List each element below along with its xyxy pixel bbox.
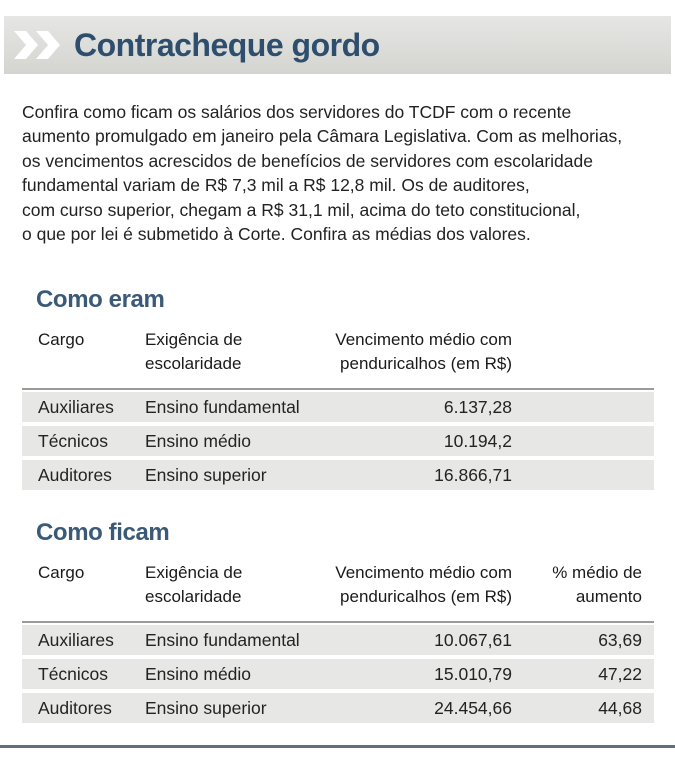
cell-cargo: Auditores — [38, 465, 112, 485]
cell-cargo: Técnicos — [38, 664, 109, 684]
intro-paragraph — [22, 100, 662, 246]
table-row — [22, 693, 654, 723]
double-chevron-right-icon — [14, 31, 66, 59]
table-row — [22, 625, 654, 655]
header-vencimento — [290, 328, 512, 376]
table-row — [22, 426, 654, 456]
cell-cargo: Auxiliares — [38, 630, 114, 650]
cell-vencimento: 15.010,79 — [434, 664, 512, 684]
cell-aumento: 47,22 — [598, 664, 642, 684]
intro-line: os vencimentos acrescidos de benefícios de servidores com escolaridade — [22, 150, 593, 171]
cell-vencimento: 16.866,71 — [434, 465, 512, 485]
cell-escolaridade: Ensino médio — [145, 431, 252, 451]
cell-cargo: Técnicos — [38, 431, 109, 451]
header-vencimento — [290, 561, 512, 609]
cell-vencimento: 6.137,28 — [443, 397, 512, 417]
bottom-divider — [0, 745, 675, 748]
cell-escolaridade: Ensino médio — [145, 664, 252, 684]
cell-escolaridade: Ensino superior — [145, 465, 267, 485]
header-vencimento-line2: penduricalhos (em R$) — [340, 354, 512, 373]
header-escolaridade — [145, 561, 242, 609]
header-vencimento-line2: penduricalhos (em R$) — [340, 587, 512, 606]
cell-cargo: Auxiliares — [38, 397, 114, 417]
page-title: Contracheque gordo — [74, 27, 380, 63]
table-row — [22, 659, 654, 689]
header-aumento-line1: % médio de — [552, 563, 642, 582]
section-title-before: Como eram — [36, 286, 165, 313]
header-cargo: Cargo — [38, 563, 85, 582]
cell-vencimento: 10.067,61 — [434, 630, 512, 650]
header-vencimento-line1: Vencimento médio com — [335, 330, 512, 349]
cell-aumento: 63,69 — [598, 630, 642, 650]
header-escolaridade-line2: escolaridade — [145, 587, 242, 606]
header-aumento — [530, 561, 642, 609]
table-rule — [22, 388, 654, 390]
section-title-after: Como ficam — [36, 519, 170, 546]
header-escolaridade-line1: Exigência de — [145, 563, 243, 582]
header-vencimento-line1: Vencimento médio com — [335, 563, 512, 582]
intro-line: aumento promulgado em janeiro pela Câmara Legislativa. Com as melhorias, — [22, 126, 623, 147]
header-escolaridade-line1: Exigência de — [145, 330, 243, 349]
cell-escolaridade: Ensino fundamental — [145, 397, 300, 417]
intro-line: com curso superior, chegam a R$ 31,1 mil, acima do teto constitucional, — [22, 199, 581, 220]
cell-cargo: Auditores — [38, 698, 112, 718]
cell-escolaridade: Ensino fundamental — [145, 630, 300, 650]
cell-vencimento: 10.194,2 — [443, 431, 512, 451]
table-rule — [22, 621, 654, 623]
cell-vencimento: 24.454,66 — [434, 698, 512, 718]
table-row — [22, 460, 654, 490]
table-row — [22, 392, 654, 422]
cell-escolaridade: Ensino superior — [145, 698, 267, 718]
intro-line: Confira como ficam os salários dos servidores do TCDF com o recente — [22, 102, 572, 122]
header-banner — [4, 16, 671, 74]
header-escolaridade — [145, 328, 242, 376]
header-cargo: Cargo — [38, 330, 85, 349]
header-aumento-line2: aumento — [575, 587, 642, 606]
cell-aumento: 44,68 — [598, 698, 642, 718]
intro-line: fundamental variam de R$ 7,3 mil a R$ 12,8 mil. Os de auditores, — [22, 175, 530, 196]
header-escolaridade-line2: escolaridade — [145, 354, 242, 373]
intro-line: o que por lei é submetido à Corte. Confira as médias dos valores. — [22, 224, 531, 245]
